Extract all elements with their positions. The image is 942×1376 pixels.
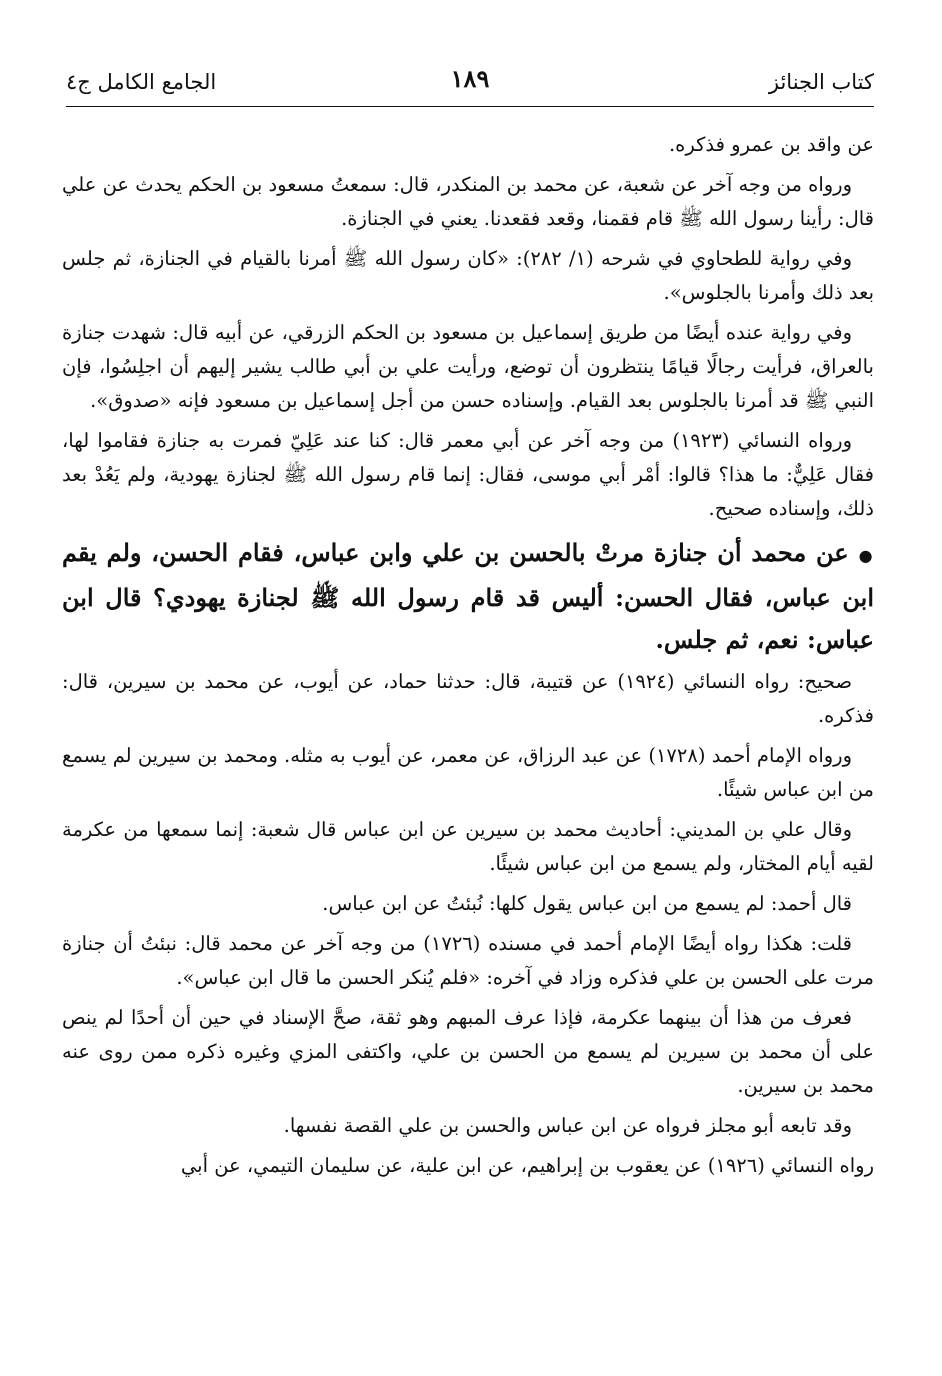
header-rule: [66, 106, 874, 107]
paragraph: ورواه من وجه آخر عن شعبة، عن محمد بن المنكدر، قال: سمعتُ مسعود بن الحكم يحدث عن علي قال: رأينا رسول الله ﷺ قام فقمنا، وقعد فقعدنا. يعني في الجنازة.: [62, 173, 874, 230]
book-title: الجامع الكامل ج٤: [66, 70, 217, 94]
paragraph: ورواه الإمام أحمد (١٧٢٨) عن عبد الرزاق، عن معمر، عن أيوب به مثله. ومحمد بن سيرين لم يسمع من ابن عباس شيئًا.: [62, 744, 874, 801]
paragraph: وقد تابعه أبو مجلز فرواه عن ابن عباس والحسن بن علي القصة نفسها.: [283, 1114, 852, 1137]
paragraph: رواه النسائي (١٩٢٦) عن يعقوب بن إبراهيم، عن ابن علية، عن سليمان التيمي، عن أبي: [180, 1154, 874, 1177]
paragraph: قلت: هكذا رواه أيضًا الإمام أحمد في مسنده (١٧٢٦) من وجه آخر عن محمد قال: نبئتُ أن جنازة مرت على الحسن بن علي فذكره وزاد في آخره: «فلم يُنكر الحسن ما قال ابن عباس».: [62, 932, 874, 989]
hadith-body: عن محمد أن جنازة مرتْ بالحسن بن علي وابن عباس، فقام الحسن، ولم يقم ابن عباس، فقال الحسن: أليس قد قام رسول الله ﷺ لجنازة يهودي؟ قال ابن عباس: نعم، ثم جلس.: [62, 538, 874, 654]
page-header: [66, 62, 874, 102]
paragraph: وقال علي بن المديني: أحاديث محمد بن سيرين عن ابن عباس قال شعبة: إنما سمعها من عكرمة لقيه أيام المختار، ولم يسمع من ابن عباس شيئًا.: [62, 818, 874, 875]
page-body: [62, 128, 874, 1189]
paragraph: قال أحمد: لم يسمع من ابن عباس يقول كلها: نُبئتُ عن ابن عباس.: [322, 892, 852, 915]
chapter-title: كتاب الجنائز: [768, 70, 874, 94]
hadith-text: [62, 532, 874, 661]
page-number: ١٨٩: [450, 64, 490, 93]
paragraph: وفي رواية عنده أيضًا من طريق إسماعيل بن مسعود بن الحكم الزرقي، عن أبيه قال: شهدت جنازة بالعراق، فرأيت رجالًا قيامًا ينتظرون أن توضع، ورأيت علي بن أبي طالب يشير إليهم أن اجلِسُوا، فإن النبي ﷺ قد أمرنا بالجلوس بعد القيام. وإسناده حسن من أجل إسماعيل بن مسعود فإنه «صدوق».: [62, 321, 874, 412]
bullet-icon: ●: [858, 546, 874, 565]
paragraph: صحيح: رواه النسائي (١٩٢٤) عن قتيبة، قال: حدثنا حماد، عن أيوب، عن محمد بن سيرين، قال: فذكره.: [62, 670, 874, 727]
paragraph: ورواه النسائي (١٩٢٣) من وجه آخر عن أبي معمر قال: كنا عند عَلِيّ فمرت به جنازة فقاموا لها، فقال عَلِيٌّ: ما هذا؟ قالوا: أمْر أبي موسى، فقال: إنما قام رسول الله ﷺ لجنازة يهودية، ولم يَعُدْ بعد ذلك، وإسناده صحيح.: [62, 429, 874, 520]
paragraph: فعرف من هذا أن بينهما عكرمة، فإذا عرف المبهم وهو ثقة، صحَّ الإسناد في حين أن أحدًا لم ينص على أن محمد بن سيرين لم يسمع من الحسن بن علي، واكتفى المزي وغيره ذكره ممن روى عنه محمد بن سيرين.: [62, 1006, 874, 1097]
paragraph: وفي رواية للطحاوي في شرحه (١/ ٢٨٢): «كان رسول الله ﷺ أمرنا بالقيام في الجنازة، ثم جلس بعد ذلك وأمرنا بالجلوس».: [62, 247, 874, 304]
paragraph: عن واقد بن عمرو فذكره.: [668, 133, 874, 156]
